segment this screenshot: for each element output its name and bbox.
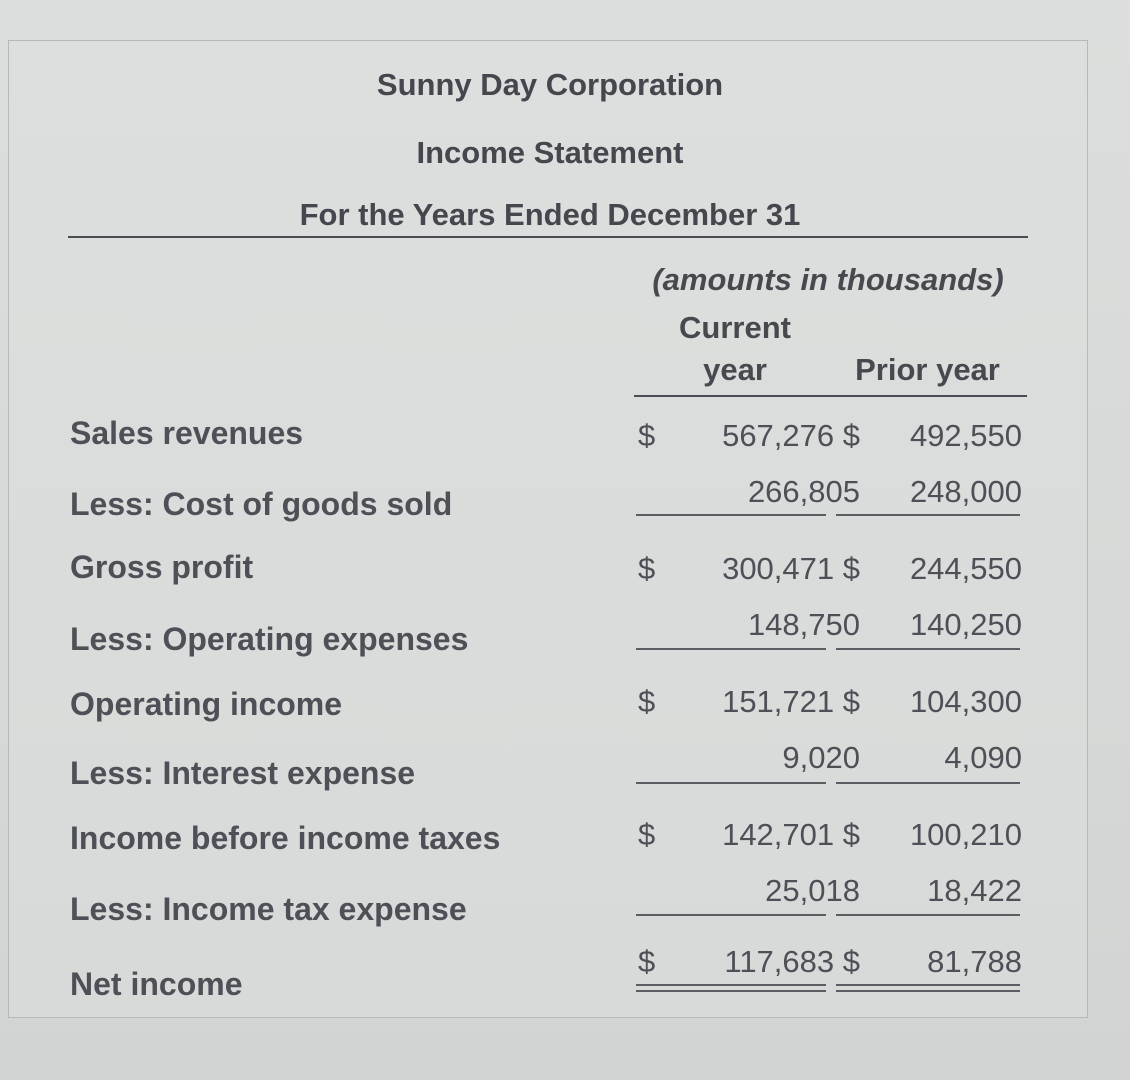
row-current-value: 567,276 $ xyxy=(722,418,860,453)
total-double-underline-prior-top xyxy=(836,984,1020,986)
row-current-value: 142,701 $ xyxy=(722,817,860,852)
row-current-value: 25,018 xyxy=(765,873,860,908)
current-year-header-line1: Current xyxy=(679,310,791,345)
prior-year-header: Prior year xyxy=(855,352,1000,387)
row-current-value: 300,471 $ xyxy=(722,551,860,586)
amounts-note: (amounts in thousands) xyxy=(652,262,1004,297)
row-label-operating-income: Operating income xyxy=(70,686,343,722)
row-label-income-before-taxes: Income before income taxes xyxy=(70,820,501,856)
row-prior-value: 140,250 xyxy=(909,607,1022,642)
row-prior-value: 81,788 xyxy=(927,944,1022,979)
company-name: Sunny Day Corporation xyxy=(376,67,724,102)
subtotal-underline-current xyxy=(636,914,826,916)
total-double-underline-current-bottom xyxy=(636,990,826,992)
column-header-divider xyxy=(634,395,1027,397)
row-dollar-sign: $ xyxy=(638,551,656,586)
row-prior-value: 492,550 xyxy=(909,418,1022,453)
subtotal-underline-prior xyxy=(836,648,1020,650)
row-label-net-income: Net income xyxy=(70,966,243,1002)
row-current-value: 151,721 $ xyxy=(722,684,860,719)
row-prior-value: 244,550 xyxy=(909,551,1022,586)
row-prior-value: 248,000 xyxy=(909,474,1022,509)
header-divider xyxy=(68,236,1028,238)
row-label-sales-revenues: Sales revenues xyxy=(70,415,304,451)
row-prior-value: 4,090 xyxy=(944,740,1022,775)
row-prior-value: 100,210 xyxy=(909,817,1022,852)
row-dollar-sign: $ xyxy=(638,418,656,453)
row-current-value: 148,750 xyxy=(747,607,860,642)
row-prior-value: 104,300 xyxy=(909,684,1022,719)
statement-period: For the Years Ended December 31 xyxy=(299,197,801,232)
row-prior-value: 18,422 xyxy=(927,873,1022,908)
row-label-operating-expenses: Less: Operating expenses xyxy=(70,621,469,657)
statement-panel xyxy=(8,40,1088,1018)
subtotal-underline-prior xyxy=(836,514,1020,516)
total-double-underline-current-top xyxy=(636,984,826,986)
row-current-value: 9,020 xyxy=(782,740,860,775)
row-dollar-sign: $ xyxy=(638,944,656,979)
row-dollar-sign: $ xyxy=(638,684,656,719)
row-current-value: 117,683 $ xyxy=(724,944,860,979)
subtotal-underline-current xyxy=(636,514,826,516)
row-label-cost-of-goods-sold: Less: Cost of goods sold xyxy=(70,486,453,522)
row-current-value: 266,805 xyxy=(747,474,860,509)
subtotal-underline-prior xyxy=(836,782,1020,784)
current-year-header-line2: year xyxy=(703,352,767,387)
total-double-underline-prior-bottom xyxy=(836,990,1020,992)
row-dollar-sign: $ xyxy=(638,817,656,852)
subtotal-underline-current xyxy=(636,648,826,650)
row-label-interest-expense: Less: Interest expense xyxy=(70,755,416,791)
statement-title: Income Statement xyxy=(416,135,684,170)
row-label-income-tax-expense: Less: Income tax expense xyxy=(70,891,467,927)
subtotal-underline-current xyxy=(636,782,826,784)
row-label-gross-profit: Gross profit xyxy=(70,549,254,585)
subtotal-underline-prior xyxy=(836,914,1020,916)
